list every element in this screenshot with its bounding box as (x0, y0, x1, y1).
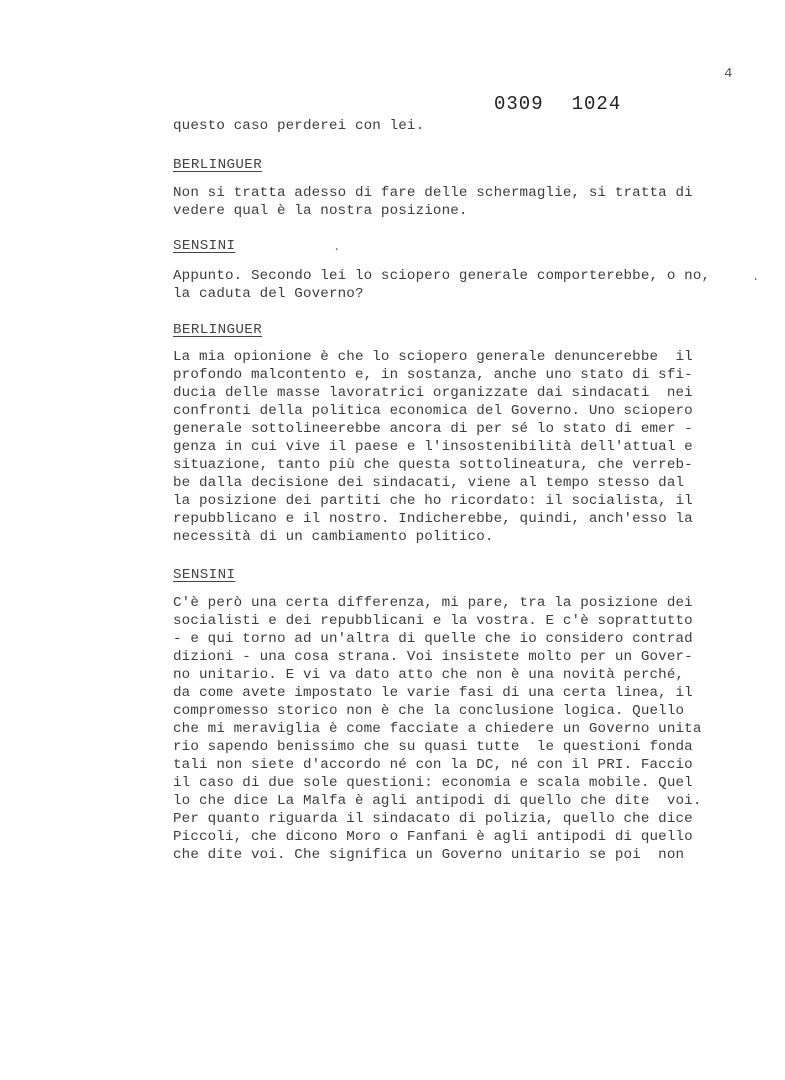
speck-mark: . (333, 240, 341, 254)
speaker-label: BERLINGUER (173, 157, 263, 173)
text-line: che mi meraviglia è come facciate a chiedere un Governo unita (173, 721, 702, 737)
text-line: da come avete impostato le varie fasi di una certa linea, il (173, 685, 693, 701)
speaker-label: BERLINGUER (173, 322, 263, 338)
text-line: tali non siete d'accordo né con la DC, né con il PRI. Faccio (173, 757, 693, 773)
text-line: la posizione dei partiti che ho ricordato: il socialista, il (173, 493, 693, 509)
speaker-label: SENSINI (173, 567, 236, 583)
text-line: Piccoli, che dicono Moro o Fanfani è agli antipodi di quello (173, 829, 693, 845)
text-line: Per quanto riguarda il sindacato di polizia, quello che dice (173, 811, 693, 827)
speaker-label: SENSINI (173, 238, 236, 254)
text-line: - e qui torno ad un'altra di quelle che io considero contrad (173, 631, 693, 647)
text-line: rio sapendo benissimo che su quasi tutte le questioni fonda (173, 739, 693, 755)
text-line: Appunto. Secondo lei lo sciopero generale comporterebbe, o no, (173, 268, 711, 284)
text-line: ducia delle masse lavoratrici organizzate dai sindacati nei (173, 385, 693, 401)
text-line: compromesso storico non è che la conclusione logica. Quello (173, 703, 685, 719)
text-line: profondo malcontento e, in sostanza, anche uno stato di sfi- (173, 367, 693, 383)
text-line: La mia opionione è che lo sciopero generale denuncerebbe il (173, 349, 693, 365)
text-line: confronti della politica economica del Governo. Uno sciopero (173, 403, 693, 419)
text-line: necessità di un cambiamento politico. (173, 529, 494, 545)
text-line: repubblicano e il nostro. Indicherebbe, quindi, anch'esso la (173, 511, 693, 527)
page-number: 4 (724, 66, 733, 82)
text-line: il caso di due sole questioni: economia e scala mobile. Quel (173, 775, 693, 791)
text-line: dizioni - una cosa strana. Voi insistete molto per un Gover- (173, 649, 693, 665)
speck-mark: . (752, 270, 760, 284)
text-line: lo che dice La Malfa è agli antipodi di quello che dite voi. (173, 793, 702, 809)
text-line: vedere qual è la nostra posizione. (173, 203, 468, 219)
text-line: situazione, tanto più che questa sottolineatura, che verreb- (173, 457, 693, 473)
text-line: che dite voi. Che significa un Governo unitario se poi non (173, 847, 685, 863)
text-line: generale sottolineerebbe ancora di per sé lo stato di emer - (173, 421, 693, 437)
text-line: no unitario. E vi va dato atto che non è una novità perché, (173, 667, 685, 683)
text-line: be dalla decisione dei sindacati, viene al tempo stesso dal (173, 475, 685, 491)
document-code-part1: 0309 (494, 93, 544, 115)
text-line: socialisti e dei repubblicani e la vostra. E c'è soprattutto (173, 613, 693, 629)
text-line: Non si tratta adesso di fare delle schermaglie, si tratta di (173, 185, 693, 201)
document-code-part2: 1024 (571, 93, 622, 115)
text-line: questo caso perderei con lei. (173, 118, 425, 134)
text-line: C'è però una certa differenza, mi pare, tra la posizione dei (173, 595, 693, 611)
text-line: la caduta del Governo? (173, 286, 364, 302)
text-line: genza in cui vive il paese e l'insostenibilità dell'attual e (173, 439, 693, 455)
document-code (494, 93, 621, 115)
